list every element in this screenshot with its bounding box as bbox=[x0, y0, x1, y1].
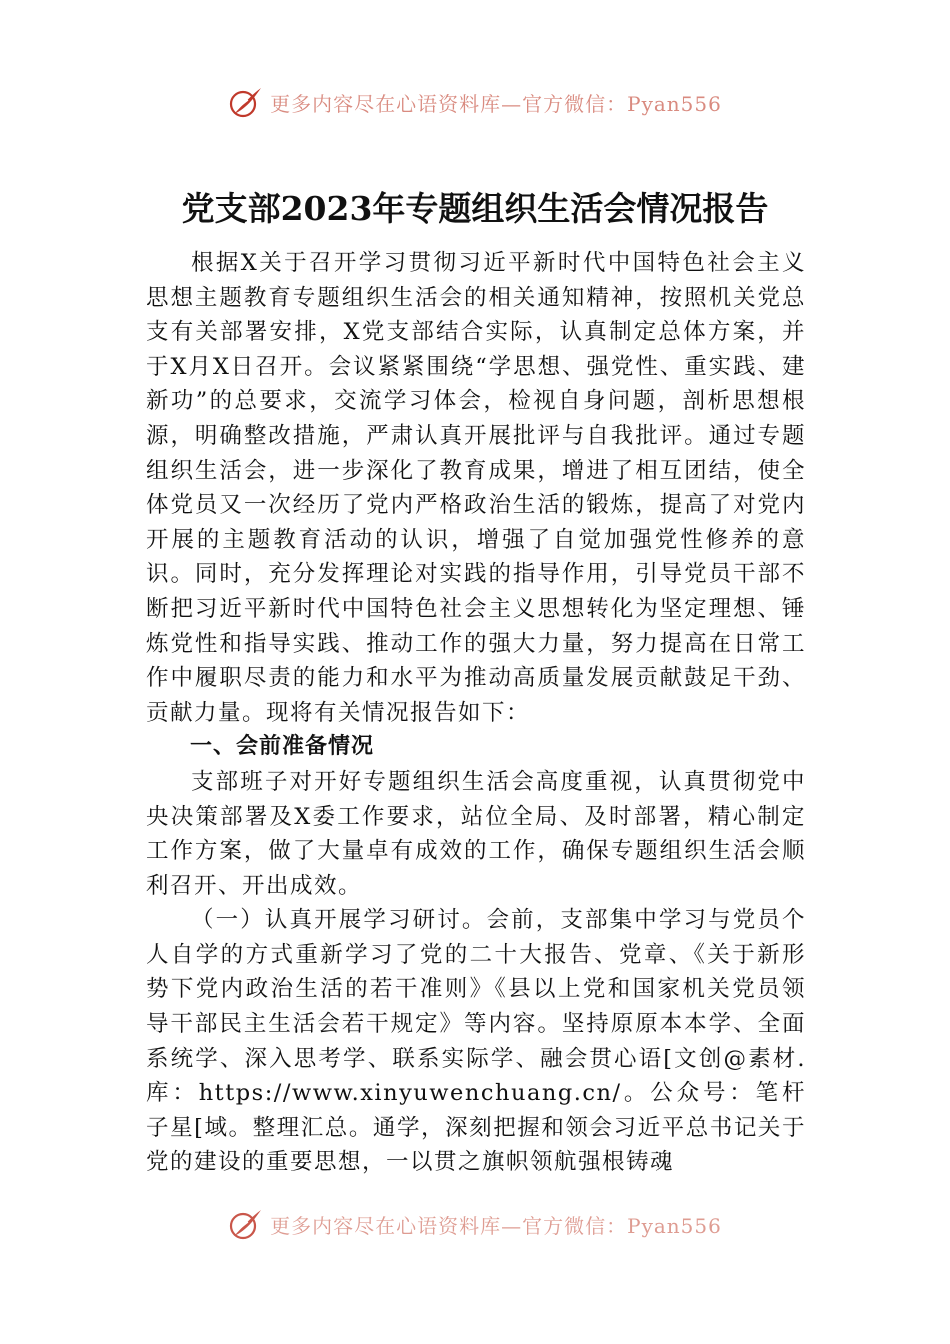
feather-quill-logo-icon bbox=[228, 84, 264, 120]
section-paragraph: （一）认真开展学习研讨。会前，支部集中学习与党员个人自学的方式重新学习了党的二十大报告、党章、《关于新形势下党内政治生活的若干准则》《县以上党和国家机关党员领导干部民主生活会若干规定》等内容。坚持原原本本学、全面系统学、深入思考学、联系实际学、融会贯心语[文创@素材.库：https://www.xinyuwenchuang.cn/。公众号：笔杆子星[域。整理汇总。通学，深刻把握和领会习近平总书记关于党的建设的重要思想，一以贯之旗帜领航强根铸魂 bbox=[146, 907, 806, 1176]
intro-paragraph: 根据X关于召开学习贯彻习近平新时代中国特色社会主义思想主题教育专题组织生活会的相关通知精神，按照机关党总支有关部署安排，X党支部结合实际，认真制定总体方案，并于X月X日召开。会议紧紧围绕“学思想、强党性、重实践、建新功”的总要求，交流学习体会，检视自身问题，剖析思想根源，明确整改措施，严肃认真开展批评与自我批评。通过专题组织生活会，进一步深化了教育成果，增进了相互团结，使全体党员又一次经历了党内严格政治生活的锻炼，提高了对党内开展的主题教育活动的认识，增强了自觉加强党性修养的意识。同时，充分发挥理论对实践的指导作用，引导党员干部不断把习近平新时代中国特色社会主义思想转化为坚定理想、锤炼党性和指导实践、推动工作的强大力量，努力提高在日常工作中履职尽责的能力和水平为推动高质量发展贡献鼓足干劲、贡献力量。现将有关情况报告如下： bbox=[146, 250, 806, 726]
watermark-text: 更多内容尽在心语资料库—官方微信：Pyan556 bbox=[270, 1213, 722, 1238]
watermark-text: 更多内容尽在心语资料库—官方微信：Pyan556 bbox=[270, 91, 722, 116]
section-heading: 一、会前准备情况 bbox=[190, 734, 375, 760]
section-paragraph: 支部班子对开好专题组织生活会高度重视，认真贯彻党中央决策部署及X委工作要求，站位全局、及时部署，精心制定工作方案，做了大量卓有成效的工作，确保专题组织生活会顺利召开、开出成效。 bbox=[146, 768, 806, 899]
watermark-header bbox=[0, 82, 950, 122]
document-body bbox=[146, 246, 806, 1180]
document-title: 党支部2023年专题组织生活会情况报告 bbox=[181, 189, 769, 228]
feather-quill-logo-icon bbox=[228, 1206, 264, 1242]
watermark-footer bbox=[0, 1204, 950, 1244]
